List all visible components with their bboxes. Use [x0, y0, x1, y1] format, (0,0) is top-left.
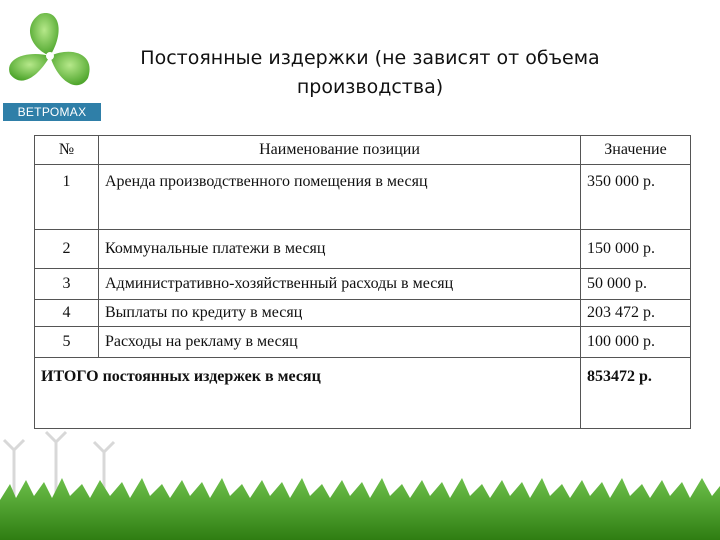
row-num: 5	[35, 327, 99, 358]
grass-turbines-decoration	[0, 400, 720, 540]
header-num: №	[35, 136, 99, 165]
row-value: 50 000 р.	[581, 269, 691, 300]
row-num: 4	[35, 300, 99, 327]
row-name: Административно-хозяйственный расходы в месяц	[99, 269, 581, 300]
row-name: Расходы на рекламу в месяц	[99, 327, 581, 358]
total-label: ИТОГО постоянных издержек в месяц	[35, 358, 581, 429]
row-name: Аренда производственного помещения в месяц	[99, 165, 581, 230]
brand-label: ВЕТРОМАХ	[3, 103, 101, 121]
page-title: Постоянные издержки (не зависят от объема производства)	[140, 47, 600, 98]
row-value: 100 000 р.	[581, 327, 691, 358]
costs-table	[34, 135, 691, 429]
table-row	[35, 300, 691, 327]
table-row	[35, 269, 691, 300]
row-num: 3	[35, 269, 99, 300]
logo	[0, 8, 104, 119]
header-value: Значение	[581, 136, 691, 165]
leaf-logo-icon	[0, 8, 104, 104]
table-row	[35, 327, 691, 358]
total-value: 853472 р.	[581, 358, 691, 429]
row-name: Коммунальные платежи в месяц	[99, 230, 581, 269]
row-value: 150 000 р.	[581, 230, 691, 269]
row-value: 350 000 р.	[581, 165, 691, 230]
row-num: 2	[35, 230, 99, 269]
header-name: Наименование позиции	[99, 136, 581, 165]
row-value: 203 472 р.	[581, 300, 691, 327]
table-header-row	[35, 136, 691, 165]
row-num: 1	[35, 165, 99, 230]
row-name: Выплаты по кредиту в месяц	[99, 300, 581, 327]
table-row	[35, 165, 691, 230]
table-row	[35, 230, 691, 269]
